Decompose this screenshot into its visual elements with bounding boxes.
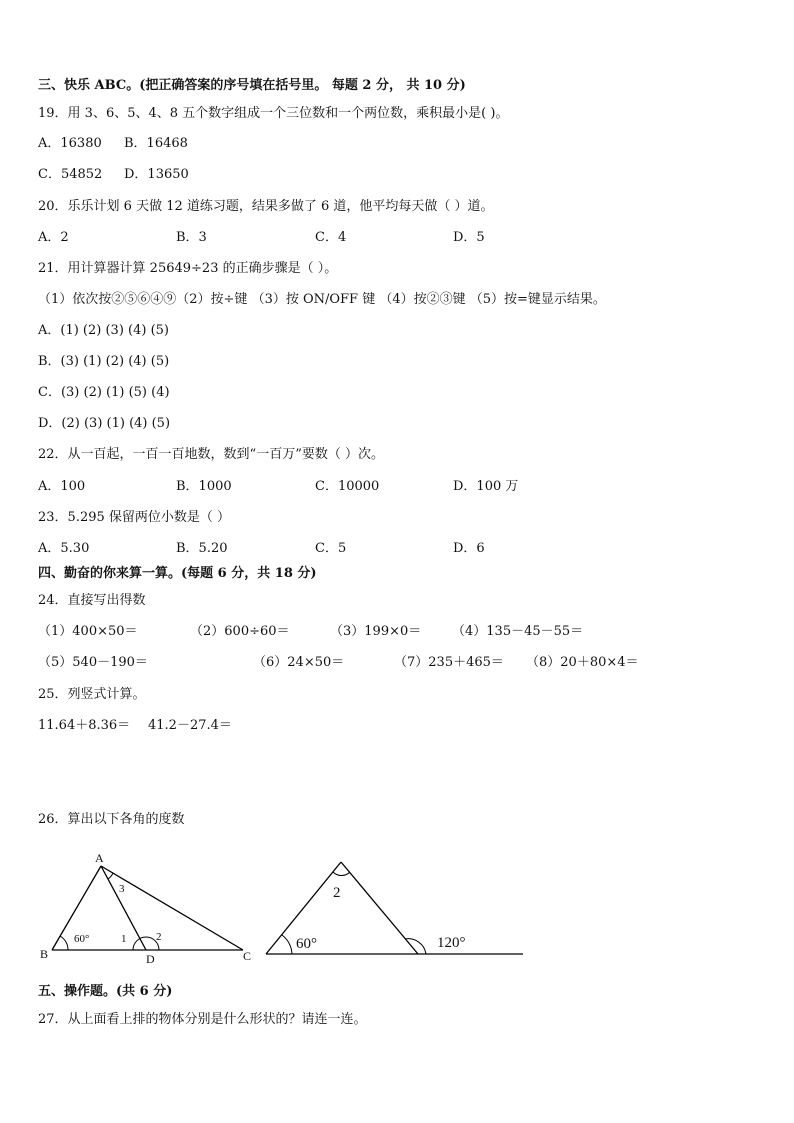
section-3-title: 三、快乐 ABC。(把正确答案的序号填在括号里。 每题 2 分， 共 10 分) bbox=[38, 78, 466, 93]
fig2-angle-120-label: 120° bbox=[437, 935, 466, 951]
q23-option-c: C．5 bbox=[315, 541, 347, 556]
q21-steps: （1）依次按②⑤⑥④⑨（2）按÷键 （3）按 ON/OFF 键 （4）按②③键 （5）按=键显示结果。 bbox=[38, 292, 606, 307]
question-21: 21．用计算器计算 25649÷23 的正确步骤是（ ）。 bbox=[38, 261, 338, 276]
q22-option-a: A．100 bbox=[38, 479, 86, 494]
q24-item-1: （1）400×50＝ bbox=[38, 624, 138, 639]
fig2-angle-60-label: 60° bbox=[296, 936, 317, 952]
q22-option-d: D．100 万 bbox=[453, 479, 519, 494]
question-22: 22．从一百起，一百一百地数，数到“一百万”要数（ ）次。 bbox=[38, 447, 384, 462]
q23-option-d: D．6 bbox=[453, 541, 485, 556]
q25-item-2: 41.2－27.4＝ bbox=[148, 718, 232, 733]
angle-1-label: 1 bbox=[121, 933, 127, 945]
question-23: 23．5.295 保留两位小数是（ ） bbox=[38, 510, 231, 525]
q25-item-1: 11.64＋8.36＝ bbox=[38, 718, 131, 733]
q21-option-c: C．(3) (2) (1) (5) (4) bbox=[38, 385, 170, 400]
question-25: 25．列竖式计算。 bbox=[38, 687, 146, 702]
q24-item-8: （8）20＋80×4＝ bbox=[526, 655, 639, 670]
q24-item-2: （2）600÷60＝ bbox=[190, 624, 290, 639]
question-24: 24．直接写出得数 bbox=[38, 593, 146, 608]
angle-b-label: 60° bbox=[74, 933, 90, 945]
q20-option-c: C．4 bbox=[315, 230, 347, 245]
q22-option-c: C．10000 bbox=[315, 479, 380, 494]
q19-option-d: D．13650 bbox=[124, 167, 189, 182]
label-b: B bbox=[40, 947, 49, 961]
fig2-angle-2-label: 2 bbox=[333, 885, 341, 901]
q26-figures bbox=[0, 845, 794, 975]
label-c: C bbox=[243, 949, 252, 963]
q24-item-6: （6）24×50＝ bbox=[253, 655, 345, 670]
q24-item-3: （3）199×0＝ bbox=[330, 624, 422, 639]
q19-option-c: C．54852 bbox=[38, 167, 103, 182]
q21-option-a: A．(1) (2) (3) (4) (5) bbox=[38, 323, 169, 338]
q20-option-a: A．2 bbox=[38, 230, 69, 245]
q21-option-d: D．(2) (3) (1) (4) (5) bbox=[38, 416, 171, 431]
section-4-title: 四、勤奋的你来算一算。(每题 6 分，共 18 分) bbox=[38, 566, 317, 581]
q20-option-b: B．3 bbox=[176, 230, 207, 245]
figure-2-triangle bbox=[266, 862, 523, 954]
q19-option-a: A．16380 bbox=[38, 136, 102, 151]
angle-3-label: 3 bbox=[119, 883, 125, 895]
q24-item-4: （4）135－45－55＝ bbox=[452, 624, 584, 639]
question-26: 26．算出以下各角的度数 bbox=[38, 812, 185, 827]
q23-option-b: B．5.20 bbox=[176, 541, 228, 556]
question-27: 27．从上面看上排的物体分别是什么形状的？请连一连。 bbox=[38, 1012, 367, 1027]
q21-option-b: B．(3) (1) (2) (4) (5) bbox=[38, 354, 170, 369]
q20-option-d: D．5 bbox=[453, 230, 485, 245]
q24-item-7: （7）235＋465＝ bbox=[394, 655, 504, 670]
angle-2-label: 2 bbox=[156, 931, 162, 943]
q19-option-b: B．16468 bbox=[124, 136, 188, 151]
label-a: A bbox=[95, 851, 104, 865]
q24-item-5: （5）540－190＝ bbox=[38, 655, 148, 670]
q22-option-b: B．1000 bbox=[176, 479, 232, 494]
section-5-title: 五、操作题。(共 6 分) bbox=[38, 984, 173, 999]
q23-option-a: A．5.30 bbox=[38, 541, 90, 556]
figure-1-triangle bbox=[40, 851, 251, 966]
question-20: 20．乐乐计划 6 天做 12 道练习题，结果多做了 6 道，他平均每天做（ ）道。 bbox=[38, 199, 494, 214]
label-d: D bbox=[146, 952, 155, 966]
question-19: 19．用 3、6、5、4、8 五个数字组成一个三位数和一个两位数，乘积最小是( )。 bbox=[38, 106, 509, 121]
